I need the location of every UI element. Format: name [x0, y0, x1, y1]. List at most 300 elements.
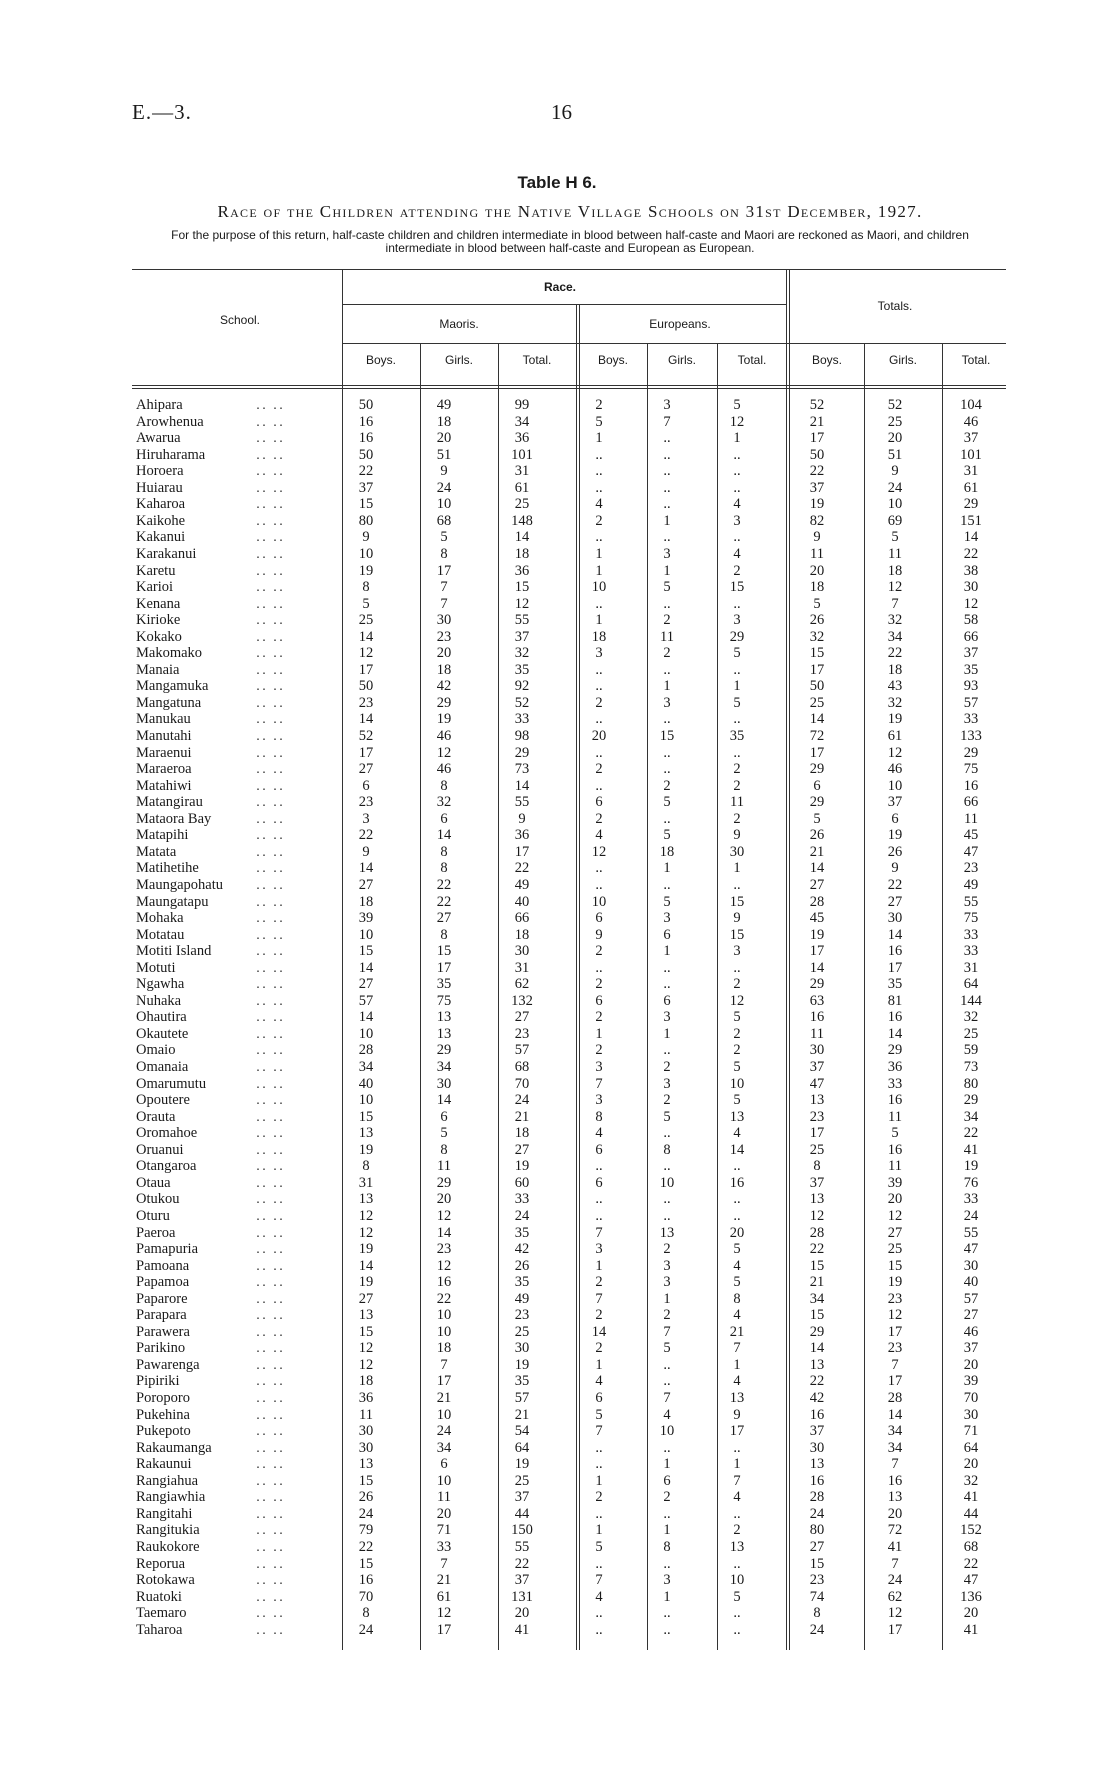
school-name: Matapihi — [136, 827, 189, 844]
table-cell: 35 — [514, 1373, 530, 1390]
table-cell: 29 — [809, 761, 825, 778]
table-cell: 11 — [437, 1158, 451, 1175]
table-cell: 20 — [887, 430, 903, 447]
school-name: Manutahi — [136, 728, 192, 744]
table-cell: 5 — [891, 1125, 899, 1142]
table-cell: 20 — [436, 645, 452, 662]
table-cell: 20 — [887, 1191, 903, 1208]
leader-dots: ․․ ․․ — [256, 1473, 286, 1488]
table-cell: 12 — [887, 1605, 903, 1622]
table-cell: 16 — [809, 1009, 825, 1026]
table-cell: 6 — [595, 1390, 603, 1406]
school-name: Papamoa — [136, 1274, 190, 1291]
table-cell: 34 — [887, 1423, 903, 1440]
table-cell: 5 — [891, 529, 899, 546]
leader-dots: ․․ ․․ — [256, 762, 286, 777]
table-cell: 27 — [514, 1009, 530, 1026]
table-cell: 24 — [514, 1207, 530, 1224]
table-cell: 7 — [440, 595, 448, 612]
table-cell: 29 — [887, 1042, 903, 1059]
table-cell: 23 — [514, 1307, 530, 1324]
table-cell: .. — [663, 1505, 671, 1522]
table-cell: 20 — [887, 1505, 903, 1522]
table-cell: 15 — [887, 1257, 903, 1274]
table-cell: 71 — [963, 1423, 979, 1440]
table-cell: 40 — [963, 1274, 979, 1291]
table-cell: 23 — [514, 1025, 530, 1042]
table-cell: 9 — [733, 827, 741, 844]
table-cell: 6 — [595, 992, 603, 1009]
table-cell: 9 — [813, 529, 821, 546]
table-cell: 19 — [887, 1274, 903, 1291]
table-cell: 20 — [591, 728, 607, 744]
table-cell: 35 — [436, 976, 452, 993]
leader-dots: ․․ ․․ — [256, 712, 286, 727]
table-row — [0, 1440, 1114, 1457]
table-row — [0, 1556, 1114, 1573]
table-cell: 55 — [514, 612, 530, 629]
table-cell: 74 — [809, 1588, 825, 1605]
school-name: Karioi — [136, 579, 174, 596]
table-cell: 7 — [440, 1356, 448, 1373]
table-cell: 13 — [358, 1456, 374, 1473]
table-cell: .. — [733, 876, 741, 893]
table-cell: 50 — [358, 678, 374, 695]
table-cell: 1 — [733, 860, 741, 877]
table-cell: 4 — [595, 1125, 603, 1142]
table-cell: 50 — [809, 678, 825, 695]
table-cell: 19 — [358, 562, 374, 579]
table-row — [0, 546, 1114, 563]
table-cell: .. — [663, 529, 671, 546]
table-cell: 12 — [436, 1207, 452, 1224]
school-name: Mangatuna — [136, 694, 202, 711]
table-cell: 4 — [733, 1489, 741, 1506]
table-cell: 17 — [809, 430, 825, 447]
table-cell: 22 — [809, 1373, 825, 1390]
school-name: Kaikohe — [136, 512, 186, 529]
school-name: Parikino — [136, 1340, 186, 1357]
table-cell: .. — [595, 876, 603, 893]
table-cell: 12 — [358, 1224, 374, 1241]
table-cell: 6 — [595, 910, 603, 927]
table-cell: 13 — [729, 1538, 745, 1555]
table-cell: 10 — [591, 579, 607, 596]
leader-dots: ․․ ․․ — [256, 431, 286, 446]
table-cell: 37 — [809, 479, 825, 496]
table-cell: 2 — [595, 761, 603, 778]
table-cell: 70 — [358, 1588, 374, 1605]
table-cell: 39 — [887, 1174, 903, 1191]
table-cell: 46 — [436, 761, 452, 778]
leader-dots: ․․ ․․ — [256, 662, 286, 677]
table-cell: 37 — [514, 1489, 530, 1506]
table-cell: .. — [663, 1439, 671, 1456]
table-cell: 8 — [813, 1158, 821, 1175]
table-cell: 34 — [963, 1108, 979, 1125]
table-cell: 27 — [358, 976, 374, 993]
table-cell: 6 — [440, 810, 448, 827]
table-cell: 15 — [436, 943, 452, 960]
table-row — [0, 1390, 1114, 1407]
table-row — [0, 1225, 1114, 1242]
table-cell: 19 — [963, 1158, 979, 1175]
table-cell: 36 — [358, 1390, 374, 1406]
table-cell: 14 — [514, 777, 530, 794]
table-row — [0, 960, 1114, 977]
leader-dots: ․․ ․․ — [256, 1026, 286, 1041]
table-cell: 34 — [436, 1059, 452, 1075]
table-cell: 8 — [440, 777, 448, 794]
table-cell: 42 — [514, 1241, 530, 1258]
leader-dots: ․․ ․․ — [256, 1374, 286, 1389]
table-cell: 22 — [358, 827, 374, 844]
table-cell: 2 — [663, 777, 671, 794]
table-cell: 20 — [963, 1456, 979, 1473]
leader-dots: ․․ ․․ — [256, 960, 286, 975]
table-cell: 30 — [514, 943, 530, 960]
table-cell: .. — [595, 744, 603, 761]
table-row — [0, 993, 1114, 1010]
school-name: Pukepoto — [136, 1423, 191, 1440]
table-cell: 29 — [963, 744, 979, 761]
table-cell: 55 — [514, 794, 530, 811]
table-cell: 25 — [358, 612, 374, 629]
table-cell: 5 — [440, 1125, 448, 1142]
table-cell: 18 — [436, 661, 452, 678]
table-cell: 5 — [663, 827, 671, 844]
table-cell: 38 — [963, 562, 979, 579]
table-cell: 2 — [663, 1092, 671, 1109]
school-name: Ruatoki — [136, 1588, 182, 1605]
table-cell: 52 — [358, 728, 374, 744]
leader-dots: ․․ ․․ — [256, 679, 286, 694]
table-cell: 22 — [436, 893, 452, 910]
table-cell: 1 — [595, 1522, 603, 1539]
leader-dots: ․․ ․․ — [256, 1606, 286, 1621]
table-row — [0, 1158, 1114, 1175]
table-cell: 57 — [963, 1290, 979, 1307]
table-row — [0, 678, 1114, 695]
table-cell: 10 — [729, 1075, 745, 1092]
leader-dots: ․․ ․․ — [256, 993, 286, 1008]
table-cell: .. — [733, 595, 741, 612]
table-cell: 1 — [733, 430, 741, 447]
table-cell: 37 — [809, 1174, 825, 1191]
table-cell: 18 — [436, 413, 452, 430]
table-cell: 41 — [963, 1621, 979, 1638]
table-cell: 22 — [358, 1538, 374, 1555]
table-cell: 6 — [362, 777, 370, 794]
table-cell: 12 — [514, 595, 530, 612]
table-cell: 47 — [963, 843, 979, 860]
school-name: Oturu — [136, 1207, 170, 1224]
table-cell: 5 — [440, 529, 448, 546]
table-cell: 24 — [887, 1572, 903, 1589]
table-cell: 10 — [659, 1174, 675, 1191]
school-name: Rakaumanga — [136, 1439, 212, 1456]
table-cell: .. — [595, 1605, 603, 1622]
school-name: Ohautira — [136, 1009, 187, 1026]
leader-dots: ․․ ․․ — [256, 844, 286, 859]
table-cell: 13 — [809, 1356, 825, 1373]
table-cell: 1 — [663, 1290, 671, 1307]
school-name: Omarumutu — [136, 1075, 207, 1092]
table-cell: 42 — [436, 678, 452, 695]
table-cell: 33 — [963, 943, 979, 960]
table-cell: 4 — [733, 1307, 741, 1324]
table-cell: 29 — [809, 1323, 825, 1340]
table-cell: 17 — [358, 661, 374, 678]
table-row — [0, 1241, 1114, 1258]
table-cell: 16 — [887, 1472, 903, 1489]
table-row — [0, 1092, 1114, 1109]
table-cell: .. — [595, 446, 603, 463]
table-cell: 2 — [733, 777, 741, 794]
school-name: Pukehina — [136, 1406, 190, 1423]
table-cell: 3 — [663, 545, 671, 562]
table-cell: 30 — [358, 1439, 374, 1456]
table-cell: .. — [595, 1505, 603, 1522]
table-cell: 8 — [813, 1605, 821, 1622]
table-cell: 101 — [511, 446, 533, 463]
school-name: Arowhenua — [136, 413, 204, 430]
table-cell: 14 — [809, 1340, 825, 1357]
table-cell: 7 — [595, 1224, 603, 1241]
table-cell: 17 — [514, 843, 530, 860]
table-cell: .. — [733, 446, 741, 463]
table-cell: 4 — [733, 1125, 741, 1142]
table-cell: 152 — [960, 1522, 982, 1539]
table-cell: 1 — [595, 1356, 603, 1373]
table-row — [0, 1009, 1114, 1026]
table-cell: 6 — [663, 926, 671, 943]
table-cell: 80 — [358, 512, 374, 529]
table-cell: 10 — [659, 1423, 675, 1440]
table-row — [0, 1274, 1114, 1291]
table-cell: 35 — [887, 976, 903, 993]
table-cell: 12 — [358, 1207, 374, 1224]
table-cell: 12 — [358, 645, 374, 662]
table-cell: 5 — [733, 1274, 741, 1291]
leader-dots: ․․ ․․ — [256, 861, 286, 876]
table-row — [0, 695, 1114, 712]
table-cell: 5 — [733, 397, 741, 413]
table-row — [0, 844, 1114, 861]
table-cell: 19 — [809, 496, 825, 513]
school-name: Taharoa — [136, 1621, 183, 1638]
table-cell: 37 — [358, 479, 374, 496]
table-cell: 26 — [358, 1489, 374, 1506]
table-cell: 30 — [963, 579, 979, 596]
table-cell: 37 — [887, 794, 903, 811]
table-cell: 11 — [964, 810, 978, 827]
table-row — [0, 1191, 1114, 1208]
table-row — [0, 1175, 1114, 1192]
table-cell: 6 — [595, 1141, 603, 1158]
table-cell: 8 — [440, 843, 448, 860]
table-row — [0, 645, 1114, 662]
table-cell: .. — [663, 1373, 671, 1390]
leader-dots: ․․ ․․ — [256, 580, 286, 595]
table-cell: 15 — [809, 1555, 825, 1572]
school-name: Pipiriki — [136, 1373, 180, 1390]
leader-dots: ․․ ․․ — [256, 1490, 286, 1505]
table-row — [0, 728, 1114, 745]
school-name: Ahipara — [136, 397, 183, 413]
table-cell: 34 — [436, 1439, 452, 1456]
table-cell: 49 — [514, 1290, 530, 1307]
leader-dots: ․․ ․․ — [256, 1506, 286, 1521]
table-row — [0, 513, 1114, 530]
table-cell: 17 — [436, 959, 452, 976]
table-cell: 19 — [358, 1141, 374, 1158]
leader-dots: ․․ ․․ — [256, 1208, 286, 1223]
table-cell: .. — [663, 761, 671, 778]
table-cell: 9 — [440, 463, 448, 480]
table-cell: 81 — [887, 992, 903, 1009]
table-row — [0, 1506, 1114, 1523]
table-cell: .. — [595, 1555, 603, 1572]
school-name: Huiarau — [136, 479, 183, 496]
table-cell: 3 — [663, 397, 671, 413]
table-cell: 5 — [362, 595, 370, 612]
table-cell: 19 — [809, 926, 825, 943]
table-cell: .. — [595, 777, 603, 794]
table-cell: 1 — [595, 545, 603, 562]
table-cell: 21 — [436, 1572, 452, 1589]
table-cell: 7 — [440, 1555, 448, 1572]
table-cell: 29 — [436, 1174, 452, 1191]
leader-dots: ․․ ․․ — [256, 729, 286, 743]
school-name: Parawera — [136, 1323, 190, 1340]
school-name: Pamapuria — [136, 1241, 199, 1258]
table-row — [0, 1373, 1114, 1390]
table-cell: 15 — [358, 1472, 374, 1489]
table-cell: 5 — [733, 1588, 741, 1605]
table-cell: .. — [663, 711, 671, 728]
table-cell: 10 — [358, 1025, 374, 1042]
table-cell: 17 — [887, 1373, 903, 1390]
table-cell: 22 — [514, 860, 530, 877]
table-cell: 19 — [514, 1456, 530, 1473]
leader-dots: ․․ ․․ — [256, 1159, 286, 1174]
table-cell: 32 — [436, 794, 452, 811]
table-cell: 30 — [729, 843, 745, 860]
leader-dots: ․․ ․․ — [256, 778, 286, 793]
table-row — [0, 1142, 1114, 1159]
table-cell: 18 — [809, 579, 825, 596]
table-cell: 30 — [887, 910, 903, 927]
table-cell: 18 — [358, 893, 374, 910]
table-cell: 7 — [663, 413, 671, 430]
table-cell: 22 — [514, 1555, 530, 1572]
table-cell: .. — [733, 1621, 741, 1638]
table-cell: 10 — [436, 1406, 452, 1423]
table-cell: 32 — [887, 612, 903, 629]
table-cell: 24 — [887, 479, 903, 496]
table-row — [0, 1605, 1114, 1622]
table-cell: .. — [733, 529, 741, 546]
table-cell: 16 — [963, 777, 979, 794]
table-cell: 31 — [358, 1174, 374, 1191]
table-row — [0, 414, 1114, 431]
table-cell: 19 — [514, 1158, 530, 1175]
table-cell: 33 — [963, 926, 979, 943]
table-cell: .. — [733, 1207, 741, 1224]
header-maori-girls: Girls. — [445, 353, 473, 367]
table-cell: 10 — [358, 926, 374, 943]
school-name: Mangamuka — [136, 678, 209, 695]
table-cell: 14 — [887, 1025, 903, 1042]
table-cell: 12 — [963, 595, 979, 612]
table-cell: 25 — [963, 1025, 979, 1042]
table-row — [0, 761, 1114, 778]
table-cell: 12 — [729, 413, 745, 430]
table-cell: 23 — [358, 794, 374, 811]
table-cell: 37 — [514, 1572, 530, 1589]
header-europeans: Europeans. — [649, 317, 711, 331]
school-name: Otangaroa — [136, 1158, 197, 1175]
leader-dots: ․․ ․․ — [256, 563, 286, 578]
table-cell: 20 — [729, 1224, 745, 1241]
table-cell: 26 — [809, 612, 825, 629]
table-cell: 19 — [514, 1356, 530, 1373]
leader-dots: ․․ ․․ — [256, 1109, 286, 1124]
leader-dots: ․․ ․․ — [256, 1407, 286, 1422]
table-cell: 5 — [663, 893, 671, 910]
table-cell: 25 — [514, 1323, 530, 1340]
table-cell: 11 — [888, 1158, 902, 1175]
table-cell: 68 — [963, 1538, 979, 1555]
table-cell: .. — [733, 1439, 741, 1456]
school-name: Omanaia — [136, 1059, 189, 1075]
table-cell: 12 — [887, 579, 903, 596]
table-cell: 72 — [887, 1522, 903, 1539]
table-cell: 14 — [358, 959, 374, 976]
table-cell: .. — [595, 529, 603, 546]
leader-dots: ․․ ․․ — [256, 1556, 286, 1571]
table-cell: 15 — [514, 579, 530, 596]
table-cell: 5 — [813, 810, 821, 827]
header-maori-total: Total. — [522, 353, 552, 367]
school-name: Mohaka — [136, 910, 184, 927]
table-cell: 69 — [887, 512, 903, 529]
table-cell: 33 — [963, 1191, 979, 1208]
table-cell: 23 — [358, 694, 374, 711]
table-cell: 17 — [436, 1621, 452, 1638]
table-cell: 42 — [809, 1390, 825, 1406]
table-cell: 50 — [358, 446, 374, 463]
table-cell: 59 — [963, 1042, 979, 1059]
table-cell: 15 — [809, 1307, 825, 1324]
table-cell: 29 — [809, 976, 825, 993]
table-cell: 2 — [595, 512, 603, 529]
table-cell: 47 — [963, 1241, 979, 1258]
table-cell: 33 — [887, 1075, 903, 1092]
table-row — [0, 1456, 1114, 1473]
table-cell: 14 — [729, 1141, 745, 1158]
table-row — [0, 463, 1114, 480]
leader-dots: ․․ ․․ — [256, 977, 286, 992]
table-cell: 22 — [436, 1290, 452, 1307]
table-cell: .. — [663, 496, 671, 513]
table-cell: 31 — [514, 959, 530, 976]
table-cell: 40 — [358, 1075, 374, 1092]
school-name: Reporua — [136, 1555, 186, 1572]
leader-dots: ․․ ․․ — [256, 1341, 286, 1356]
table-cell: 73 — [963, 1059, 979, 1075]
